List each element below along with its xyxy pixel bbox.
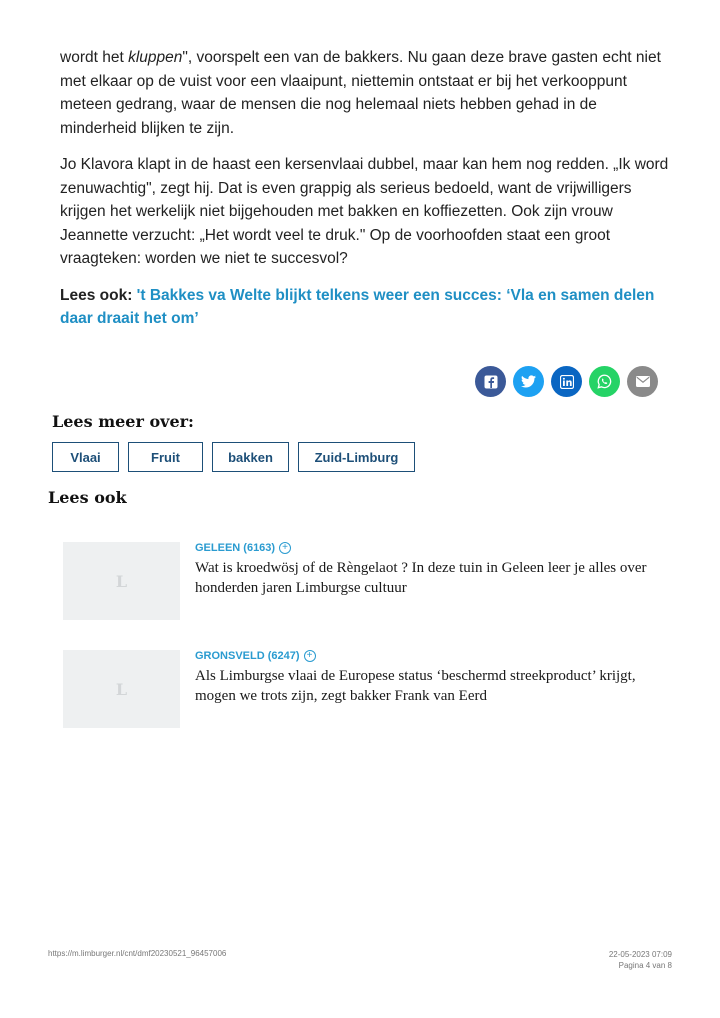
facebook-icon xyxy=(484,375,498,389)
paragraph-text: ", voorspelt een van de bakkers. Nu gaan deze brave gasten echt niet met elkaar op de vuist voor een vlaaipunt, niettemin ontstaat er bij het verkooppunt meteen gedrang, waar de mensen die nog helemaal niets hebben gehad in de minderheid blijken te zijn. xyxy=(60,49,661,137)
article-body xyxy=(60,46,670,331)
read-also xyxy=(60,284,670,331)
related-article-card[interactable] xyxy=(63,542,663,620)
follow-plus-icon[interactable]: + xyxy=(304,650,316,662)
tag-list xyxy=(52,442,415,472)
article-thumbnail[interactable] xyxy=(63,650,180,728)
footer-page-number: Pagina 4 van 8 xyxy=(618,961,672,970)
twitter-share-button[interactable] xyxy=(513,366,544,397)
article-paragraph xyxy=(60,46,670,140)
article-kicker[interactable] xyxy=(195,542,291,554)
kicker-label: GELEEN (6163) xyxy=(195,542,276,554)
paragraph-emphasis: kluppen xyxy=(128,49,183,66)
tag-fruit[interactable]: Fruit xyxy=(128,442,203,472)
footer-datetime: 22-05-2023 07:09 xyxy=(608,950,672,959)
related-title: Lees ook xyxy=(48,488,127,507)
article-headline[interactable]: Wat is kroedwösj of de Rèngelaot ? In deze tuin in Geleen leer je alles over honderden jaren Limburgse cultuur xyxy=(195,560,647,596)
email-share-button[interactable] xyxy=(627,366,658,397)
twitter-icon xyxy=(521,375,536,388)
facebook-share-button[interactable] xyxy=(475,366,506,397)
tags-title: Lees meer over: xyxy=(52,412,194,431)
linkedin-share-button[interactable] xyxy=(551,366,582,397)
read-also-label: Lees ook: xyxy=(60,286,133,304)
article-thumbnail[interactable] xyxy=(63,542,180,620)
tag-zuid-limburg[interactable]: Zuid-Limburg xyxy=(298,442,415,472)
thumbnail-logo: L xyxy=(115,679,128,699)
thumbnail-logo: L xyxy=(115,571,128,591)
whatsapp-icon xyxy=(597,374,612,389)
article-kicker[interactable] xyxy=(195,650,316,662)
email-icon xyxy=(636,376,650,387)
whatsapp-share-button[interactable] xyxy=(589,366,620,397)
linkedin-icon xyxy=(560,375,574,389)
tag-vlaai[interactable]: Vlaai xyxy=(52,442,119,472)
article-paragraph: Jo Klavora klapt in de haast een kersenvlaai dubbel, maar kan hem nog redden. „Ik word zenuwachtig", zegt hij. Dat is even grappig als serieus bedoeld, want de vrijwilligers krijgen het werkelijk niet bijgehouden met bakken en koffiezetten. Ook zijn vrouw Jeannette verzucht: „Het wordt veel te druk." Op de voorhoofden staat een groot vraagteken: worden we niet te succesvol? xyxy=(60,156,669,267)
read-also-link[interactable]: 't Bakkes va Welte blijkt telkens weer een succes: ‘Vla en samen delen daar draait het om’ xyxy=(60,286,655,327)
follow-plus-icon[interactable]: + xyxy=(279,542,291,554)
footer-url: https://m.limburger.nl/cnt/dmf20230521_96457006 xyxy=(48,949,227,958)
tag-bakken[interactable]: bakken xyxy=(212,442,289,472)
kicker-label: GRONSVELD (6247) xyxy=(195,650,300,662)
share-bar xyxy=(475,366,658,397)
article-headline[interactable]: Als Limburgse vlaai de Europese status ‘beschermd streekproduct’ krijgt, mogen we trots zijn, zegt bakker Frank van Eerd xyxy=(195,668,636,704)
related-article-card[interactable] xyxy=(63,650,663,728)
footer-meta xyxy=(609,949,672,971)
paragraph-text: wordt het xyxy=(60,49,129,66)
